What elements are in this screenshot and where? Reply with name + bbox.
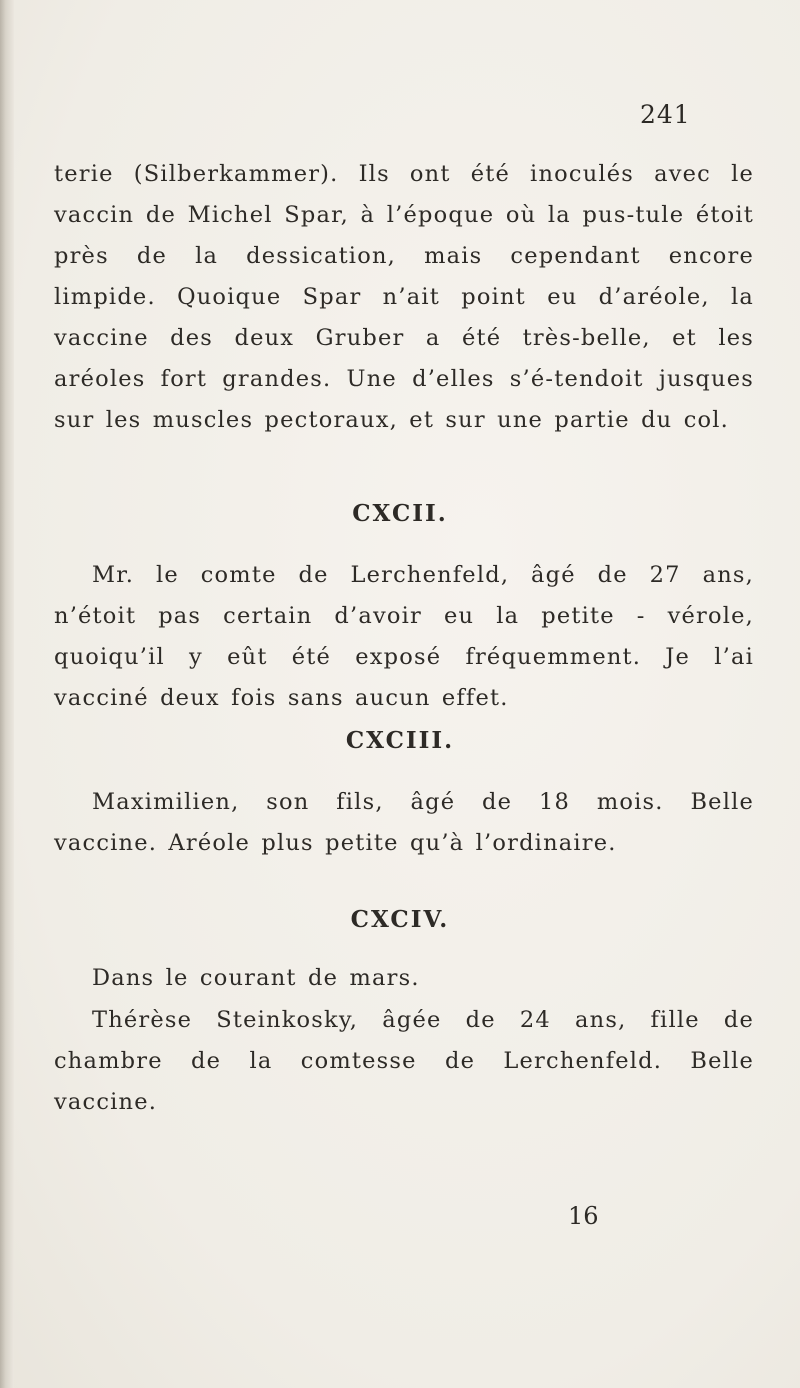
section-heading-cxciv: CXCIV.: [350, 906, 450, 933]
paragraph-maximilien: Maximilien, son fils, âgé de 18 mois. Belle vaccine. Aréole plus petite qu’à l’ordinaire.: [54, 789, 754, 856]
binding-edge: [0, 0, 14, 1388]
paragraph-mars: Dans le courant de mars.: [92, 965, 420, 991]
paragraph-silberkammer: terie (Silberkammer). Ils ont été inoculés avec le vaccin de Michel Spar, à l’époque où la pus-tule étoit près de la dessication, mais cependant encore limpide. Quoique Spar n’ait point eu d’aréole, la vaccine des deux Gruber a été très-belle, et les aréoles fort grandes. Une d’elles s’é-tendoit jusques sur les muscles pectoraux, et sur une partie du col.: [54, 161, 754, 433]
paragraph-lerchenfeld: Mr. le comte de Lerchenfeld, âgé de 27 ans, n’étoit pas certain d’avoir eu la petite - vérole, quoiqu’il y eût été exposé fréquemment. Je l’ai vacciné deux fois sans aucun effet.: [54, 562, 754, 711]
section-heading-cxciii: CXCIII.: [345, 727, 455, 754]
signature-mark: 16: [568, 1202, 599, 1230]
page-number: 241: [640, 100, 691, 129]
paragraph-steinkosky: Thérèse Steinkosky, âgée de 24 ans, fille de chambre de la comtesse de Lerchenfeld. Belle vaccine.: [54, 1007, 754, 1115]
section-heading-cxcii: CXCII.: [352, 500, 448, 527]
